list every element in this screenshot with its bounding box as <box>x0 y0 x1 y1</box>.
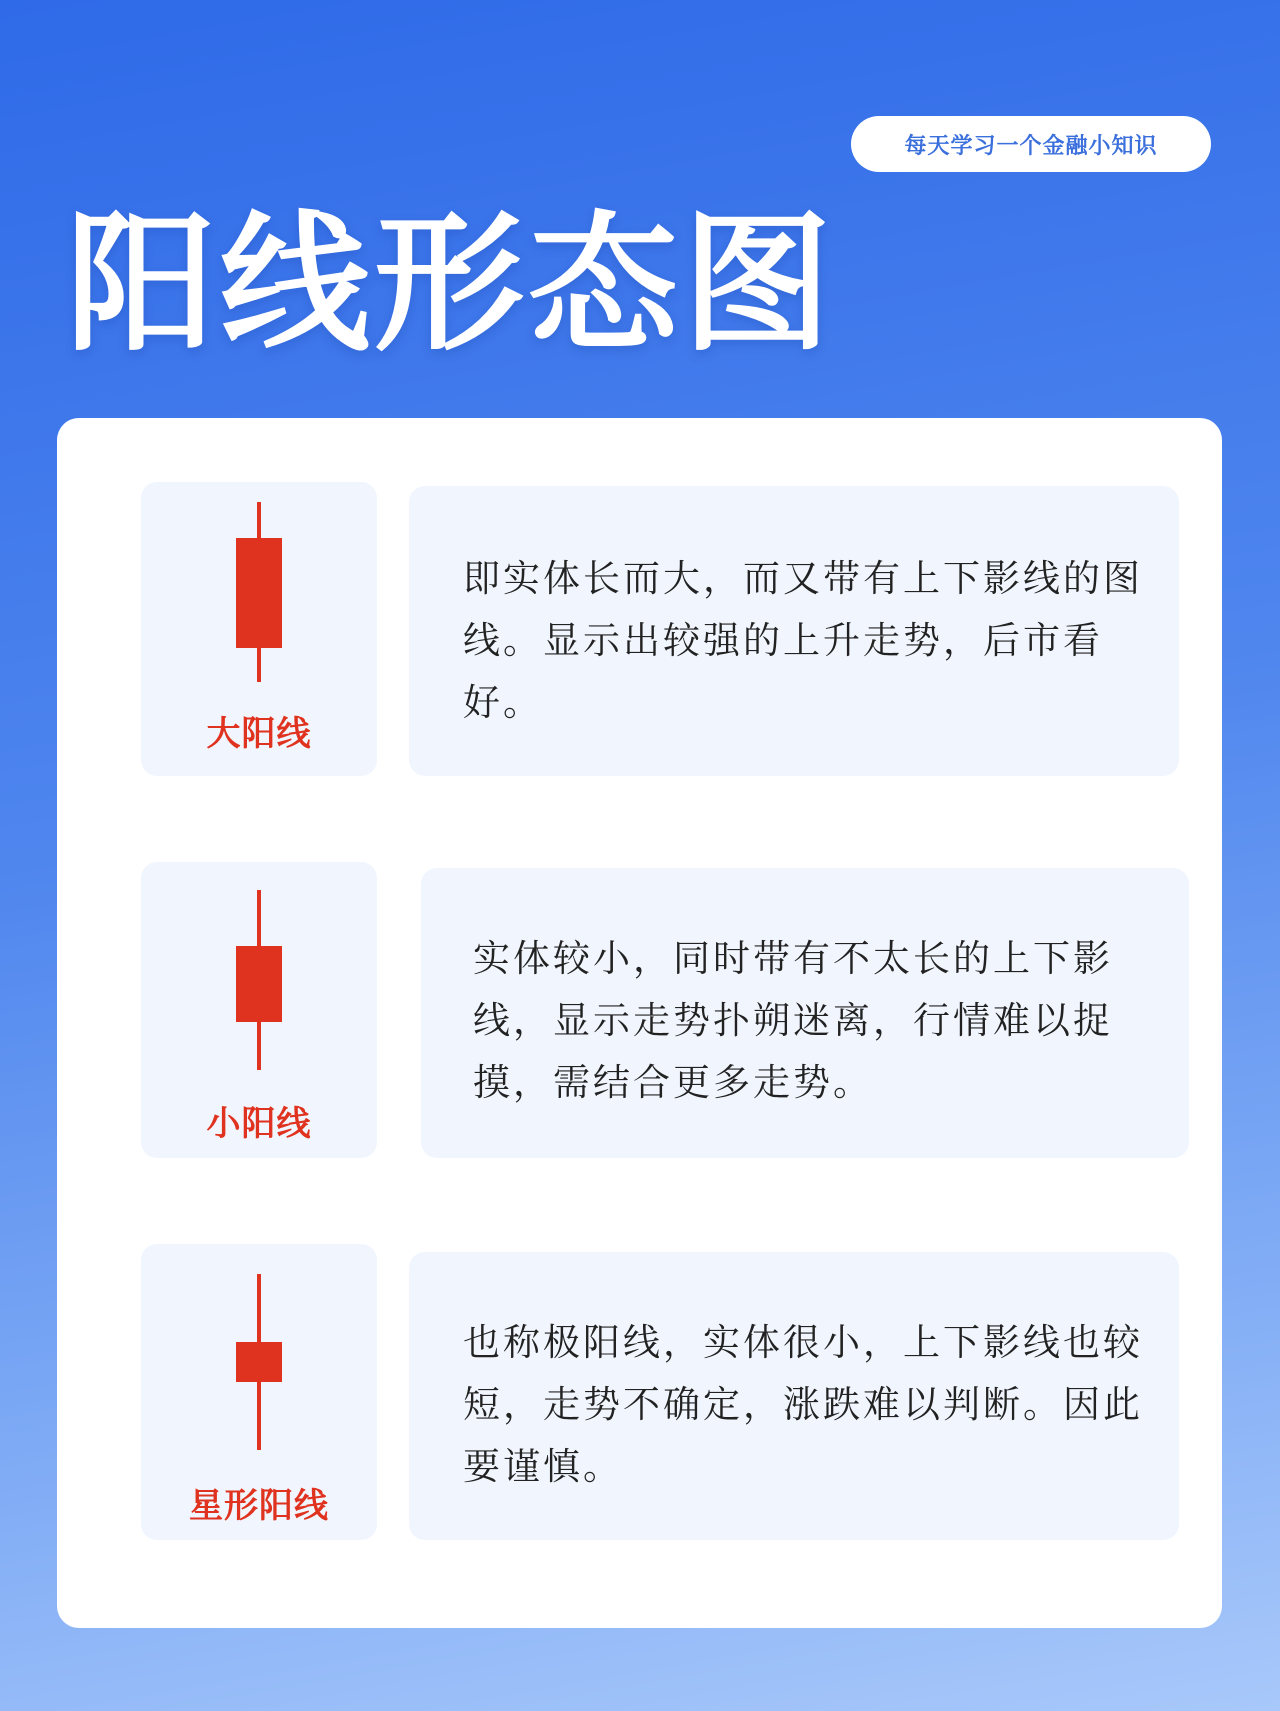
description-text: 实体较小，同时带有不太长的上下影线，显示走势扑朔迷离，行情难以捉摸，需结合更多走势。 <box>473 937 1113 1104</box>
topic-tag-text: 每天学习一个金融小知识 <box>904 133 1158 159</box>
description-text: 也称极阳线，实体很小，上下影线也较短，走势不确定，涨跌难以判断。因此要谨慎。 <box>463 1321 1143 1488</box>
candle-panel <box>141 482 377 776</box>
content-card <box>57 418 1222 1628</box>
description-panel <box>409 1252 1179 1540</box>
candle-panel <box>141 862 377 1158</box>
candle-body <box>236 1342 282 1382</box>
topic-tag <box>851 116 1211 172</box>
page-title: 阳线形态图 <box>66 198 837 372</box>
candle-label: 星形阳线 <box>189 1486 329 1526</box>
candle-panel <box>141 1244 377 1540</box>
description-panel <box>409 486 1179 776</box>
candle-label: 小阳线 <box>206 1104 312 1144</box>
candle-label: 大阳线 <box>206 714 312 754</box>
description-panel <box>421 868 1189 1158</box>
description-text: 即实体长而大，而又带有上下影线的图线。显示出较强的上升走势，后市看好。 <box>463 557 1143 724</box>
candle-body <box>236 538 282 648</box>
candle-body <box>236 946 282 1022</box>
